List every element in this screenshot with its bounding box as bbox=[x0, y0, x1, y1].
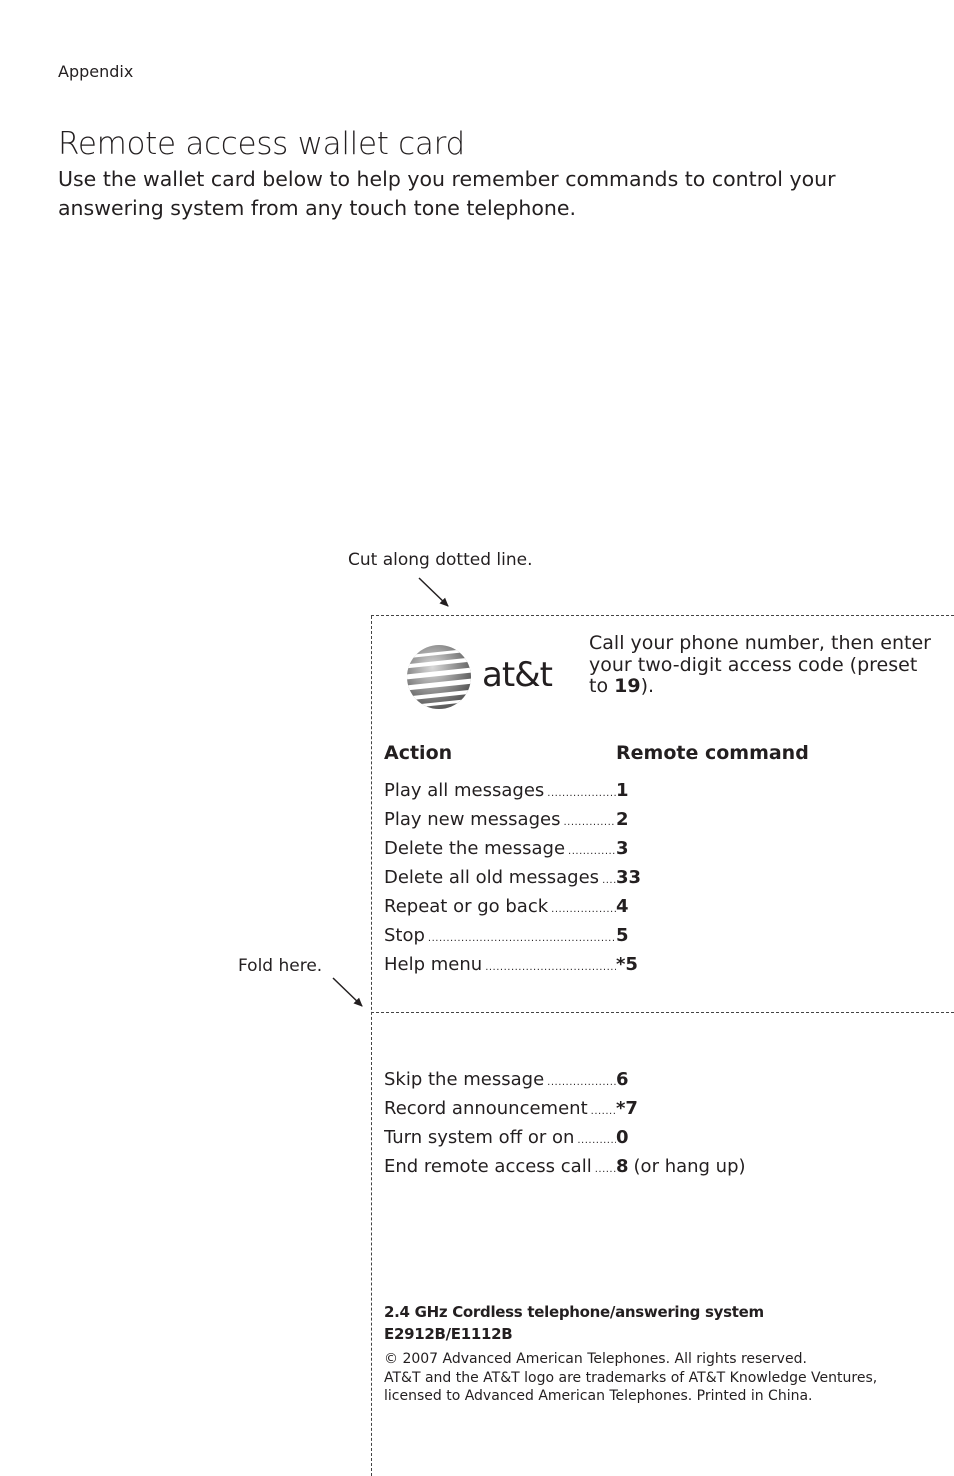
command-action-cell bbox=[384, 809, 616, 830]
command-list-back bbox=[384, 1069, 944, 1185]
command-action-cell bbox=[384, 838, 616, 859]
command-row bbox=[384, 1127, 944, 1156]
command-action-cell bbox=[384, 1069, 616, 1090]
leader-dots bbox=[563, 817, 616, 828]
command-action: Delete all old messages bbox=[384, 867, 600, 888]
copyright-line: © 2007 Advanced American Telephones. All rights reserved. bbox=[384, 1351, 807, 1367]
command-code: 6 bbox=[616, 1069, 629, 1090]
command-action: Stop bbox=[384, 925, 425, 946]
legal-notice bbox=[384, 1350, 924, 1406]
leader-dots bbox=[568, 846, 616, 857]
cut-line-top bbox=[371, 615, 954, 616]
product-model: E2912B/E1112B bbox=[384, 1325, 513, 1343]
command-action: End remote access call bbox=[384, 1156, 592, 1177]
leader-dots bbox=[547, 788, 616, 799]
command-action: Help menu bbox=[384, 954, 483, 975]
cut-instruction: Cut along dotted line. bbox=[348, 550, 533, 570]
command-action: Delete the message bbox=[384, 838, 566, 859]
intro-text: Use the wallet card below to help you remember commands to control your answering system from any touch tone telephone. bbox=[58, 167, 836, 220]
command-action: Turn system off or on bbox=[384, 1127, 575, 1148]
command-action: Repeat or go back bbox=[384, 896, 549, 917]
leader-dots bbox=[577, 1135, 616, 1146]
command-code: 33 bbox=[616, 867, 642, 888]
section-label: Appendix bbox=[58, 62, 134, 81]
leader-dots bbox=[428, 933, 616, 944]
action-column-header: Action bbox=[384, 742, 453, 764]
command-row bbox=[384, 925, 944, 954]
instructions-text: Call your phone number, then enter your two-digit access code (preset to bbox=[589, 632, 931, 697]
command-row bbox=[384, 1156, 944, 1185]
command-code: 3 bbox=[616, 838, 629, 859]
command-row bbox=[384, 1069, 944, 1098]
command-row bbox=[384, 896, 944, 925]
command-action-cell bbox=[384, 1127, 616, 1148]
command-code: 4 bbox=[616, 896, 629, 917]
product-info bbox=[384, 1301, 764, 1345]
fold-arrow-icon bbox=[333, 978, 362, 1006]
command-action: Play new messages bbox=[384, 809, 561, 830]
command-action-cell bbox=[384, 925, 616, 946]
command-action-cell bbox=[384, 954, 616, 975]
leader-dots bbox=[485, 962, 616, 973]
command-action: Skip the message bbox=[384, 1069, 545, 1090]
command-code: 0 bbox=[616, 1127, 629, 1148]
leader-dots bbox=[547, 1077, 616, 1088]
product-name: 2.4 GHz Cordless telephone/answering system bbox=[384, 1303, 764, 1321]
command-column-header: Remote command bbox=[616, 742, 809, 764]
trademark-line: licensed to Advanced American Telephones. Printed in China. bbox=[384, 1388, 813, 1404]
card-instructions bbox=[589, 633, 939, 698]
leader-dots bbox=[595, 1164, 616, 1175]
command-code: 1 bbox=[616, 780, 629, 801]
page-title: Remote access wallet card bbox=[58, 126, 465, 162]
leader-dots bbox=[591, 1106, 616, 1117]
cut-line-vertical bbox=[371, 616, 372, 1476]
command-action-cell bbox=[384, 867, 616, 888]
command-code: 8 bbox=[616, 1156, 629, 1177]
command-action: Record announcement bbox=[384, 1098, 588, 1119]
att-wordmark: at&t bbox=[482, 655, 553, 695]
command-code: *7 bbox=[616, 1098, 638, 1119]
command-code: 5 bbox=[616, 925, 629, 946]
leader-dots bbox=[602, 875, 616, 886]
command-row bbox=[384, 780, 944, 809]
command-note: (or hang up) bbox=[633, 1156, 746, 1177]
fold-instruction: Fold here. bbox=[238, 956, 323, 976]
command-action-cell bbox=[384, 896, 616, 917]
command-action: Play all messages bbox=[384, 780, 545, 801]
command-row bbox=[384, 838, 944, 867]
command-row bbox=[384, 867, 944, 896]
command-list-front bbox=[384, 780, 944, 983]
command-row bbox=[384, 954, 944, 983]
command-code: 2 bbox=[616, 809, 629, 830]
trademark-line: AT&T and the AT&T logo are trademarks of AT&T Knowledge Ventures, bbox=[384, 1369, 878, 1386]
command-action-cell bbox=[384, 1156, 616, 1177]
instructions-end: ). bbox=[640, 675, 655, 697]
command-row bbox=[384, 1098, 944, 1127]
leader-dots bbox=[551, 904, 616, 915]
command-action-cell bbox=[384, 1098, 616, 1119]
access-code: 19 bbox=[614, 675, 641, 697]
command-code: *5 bbox=[616, 954, 638, 975]
command-action-cell bbox=[384, 780, 616, 801]
fold-line bbox=[371, 1012, 954, 1013]
command-row bbox=[384, 809, 944, 838]
cut-arrow-icon bbox=[419, 578, 448, 606]
